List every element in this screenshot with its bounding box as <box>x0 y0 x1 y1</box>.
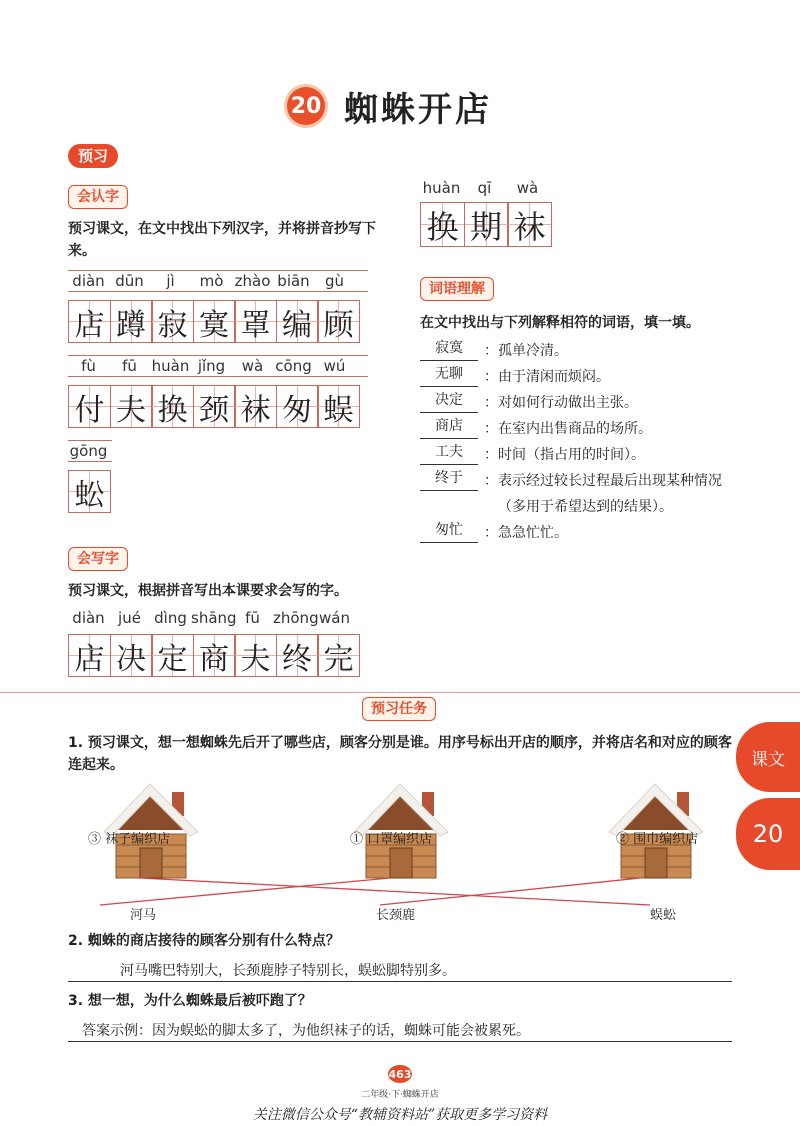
vocab-definition: 表示经过较长过程最后出现某种情况（多用于希望达到的结果）。 <box>498 473 722 515</box>
vocab-definition: 孤单冷清。 <box>498 343 568 359</box>
pinyin: wán <box>319 609 350 627</box>
hanzi-cell: 换 <box>151 385 194 428</box>
char-row <box>68 470 368 513</box>
animal-label: 河马 <box>130 908 157 923</box>
vocab-item <box>420 442 740 468</box>
side-tab-number[interactable]: 20 <box>736 798 800 870</box>
shop-label <box>350 828 432 847</box>
vocab-item <box>420 390 740 416</box>
recognize-instruction: 预习课文，在文中找出下列汉字，并将拼音抄写下来。 <box>68 221 376 259</box>
vocab-item <box>420 416 740 442</box>
colon: ： <box>484 395 498 411</box>
hanzi-cell: 终 <box>276 634 319 677</box>
hanzi-cell: 编 <box>276 300 319 343</box>
answer-2: 河马嘴巴特别大，长颈鹿脖子特别长，蜈蚣脚特别多。 <box>68 960 732 982</box>
shop-matching-figure <box>60 780 740 920</box>
hanzi-cell: 蹲 <box>110 300 153 343</box>
vocab-word: 决定 <box>420 390 478 413</box>
pinyin: fū <box>122 357 137 375</box>
pinyin: diàn <box>72 609 105 627</box>
pinyin: mò <box>199 272 224 290</box>
pinyin: huàn <box>422 179 461 197</box>
vocab-word: 匆忙 <box>420 520 478 543</box>
pinyin: shāng <box>191 609 237 627</box>
hanzi-cell: 商 <box>193 634 236 677</box>
pinyin: jué <box>118 609 141 627</box>
hanzi-cell: 寞 <box>193 300 236 343</box>
hanzi-cell: 蜈 <box>317 385 360 428</box>
pinyin: zhōng <box>273 609 319 627</box>
match-line <box>100 878 390 905</box>
vocab-word: 无聊 <box>420 364 478 387</box>
pinyin: wú <box>323 357 346 375</box>
hanzi-cell: 期 <box>464 202 509 247</box>
match-line <box>140 878 650 905</box>
task-question-1: 1. 预习课文，想一想蜘蛛先后开了哪些店，顾客分别是谁。用序号标出开店的顺序，并将店名和对应的顾客连起来。 <box>68 735 732 773</box>
tasks-badge: 预习任务 <box>362 697 436 721</box>
char-row <box>68 634 368 677</box>
vocab-definition: 在室内出售商品的场所。 <box>498 421 652 437</box>
shop-order: ③ <box>88 832 102 847</box>
shop-label <box>616 828 698 847</box>
char-row <box>68 300 368 343</box>
write-block <box>68 608 368 677</box>
vocab-item <box>420 520 740 546</box>
colon: ： <box>484 369 498 385</box>
write-instruction: 预习课文，根据拼音写出本课要求会写的字。 <box>68 583 348 599</box>
pinyin: wà <box>516 179 539 197</box>
pinyin-row <box>420 178 552 198</box>
hanzi-cell: 换 <box>420 202 465 247</box>
pinyin: diàn <box>72 272 105 290</box>
shop-name: 围巾编织店 <box>633 832 699 847</box>
pinyin: zhào <box>234 272 271 290</box>
hanzi-cell: 付 <box>68 385 111 428</box>
hanzi-cell: 袜 <box>234 385 277 428</box>
vocab-definition: 时间（指占用的时间）。 <box>498 447 645 463</box>
match-line <box>380 878 640 905</box>
pinyin: dūn <box>115 272 144 290</box>
recognize-extra <box>420 178 552 247</box>
vocab-item <box>420 338 740 364</box>
shop-name: 袜子编织店 <box>105 832 171 847</box>
hanzi-cell: 店 <box>68 300 111 343</box>
colon: ： <box>484 473 498 489</box>
vocab-definition: 由于清闲而烦闷。 <box>498 369 610 385</box>
pinyin-row <box>68 355 368 377</box>
pinyin: jǐng <box>197 357 226 375</box>
answer-3: 答案示例：因为蜈蚣的脚太多了，为他织袜子的话，蜘蛛可能会被累死。 <box>68 1020 732 1042</box>
pinyin: fū <box>245 609 260 627</box>
pinyin: wà <box>241 357 264 375</box>
colon: ： <box>484 343 498 359</box>
divider <box>0 692 800 693</box>
colon: ： <box>484 421 498 437</box>
vocab-word: 寂寞 <box>420 338 478 361</box>
preview-badge: 预习 <box>68 144 118 168</box>
vocab-instruction: 在文中找出与下列解释相符的词语，填一填。 <box>420 315 700 331</box>
pinyin: dìng <box>154 609 187 627</box>
pinyin: cōng <box>275 357 312 375</box>
hanzi-cell: 定 <box>151 634 194 677</box>
vocab-word: 工夫 <box>420 442 478 465</box>
page-title: 蜘蛛开店 <box>344 90 492 130</box>
recognize-block <box>68 270 368 513</box>
colon: ： <box>484 525 498 541</box>
vocab-word: 商店 <box>420 416 478 439</box>
hanzi-cell: 完 <box>317 634 360 677</box>
animal-label: 长颈鹿 <box>376 908 416 923</box>
hanzi-cell: 蚣 <box>68 470 111 513</box>
page-number: 463 <box>388 1065 412 1083</box>
task-question-2: 2. 蜘蛛的商店接待的顾客分别有什么特点？ <box>68 933 340 949</box>
animal-label: 蜈蚣 <box>650 908 677 923</box>
pinyin: gōng <box>69 442 108 460</box>
recognize-badge: 会认字 <box>68 185 128 209</box>
colon: ： <box>484 447 498 463</box>
write-badge: 会写字 <box>68 547 128 571</box>
task-question-3: 3. 想一想，为什么蜘蛛最后被吓跑了？ <box>68 993 312 1009</box>
hanzi-cell: 夫 <box>234 634 277 677</box>
char-row <box>68 385 368 428</box>
hanzi-cell: 匆 <box>276 385 319 428</box>
pinyin: jì <box>166 272 175 290</box>
hanzi-cell: 店 <box>68 634 111 677</box>
shop-name: 口罩编织店 <box>367 832 433 847</box>
footer-caption: 二年级·下·蜘蛛开店 <box>361 1090 439 1100</box>
lesson-number: 20 <box>287 87 325 125</box>
pinyin-row <box>68 270 368 292</box>
shop-label <box>88 828 170 847</box>
footer-note: 关注微信公众号“教辅资料站”获取更多学习资料 <box>252 1107 548 1123</box>
vocab-item <box>420 364 740 390</box>
pinyin-row <box>68 440 112 462</box>
char-row <box>420 202 552 247</box>
vocab-list <box>420 338 740 546</box>
vocab-definition: 对如何行动做出主张。 <box>498 395 638 411</box>
shop-order: ① <box>350 832 364 847</box>
pinyin: gù <box>324 272 345 290</box>
vocab-badge: 词语理解 <box>420 277 494 301</box>
shop-order: ② <box>616 832 630 847</box>
hanzi-cell: 袜 <box>507 202 552 247</box>
pinyin: fù <box>81 357 96 375</box>
hanzi-cell: 夫 <box>110 385 153 428</box>
pinyin: qī <box>477 179 492 197</box>
vocab-word: 终于 <box>420 468 478 491</box>
vocab-definition: 急急忙忙。 <box>498 525 568 541</box>
pinyin: huàn <box>151 357 190 375</box>
pinyin-row <box>68 608 368 628</box>
hanzi-cell: 罩 <box>234 300 277 343</box>
side-tab-lesson[interactable]: 课文 <box>736 722 800 792</box>
pinyin: biān <box>277 272 310 290</box>
hanzi-cell: 寂 <box>151 300 194 343</box>
vocab-item <box>420 468 740 520</box>
hanzi-cell: 决 <box>110 634 153 677</box>
hanzi-cell: 颈 <box>193 385 236 428</box>
hanzi-cell: 顾 <box>317 300 360 343</box>
